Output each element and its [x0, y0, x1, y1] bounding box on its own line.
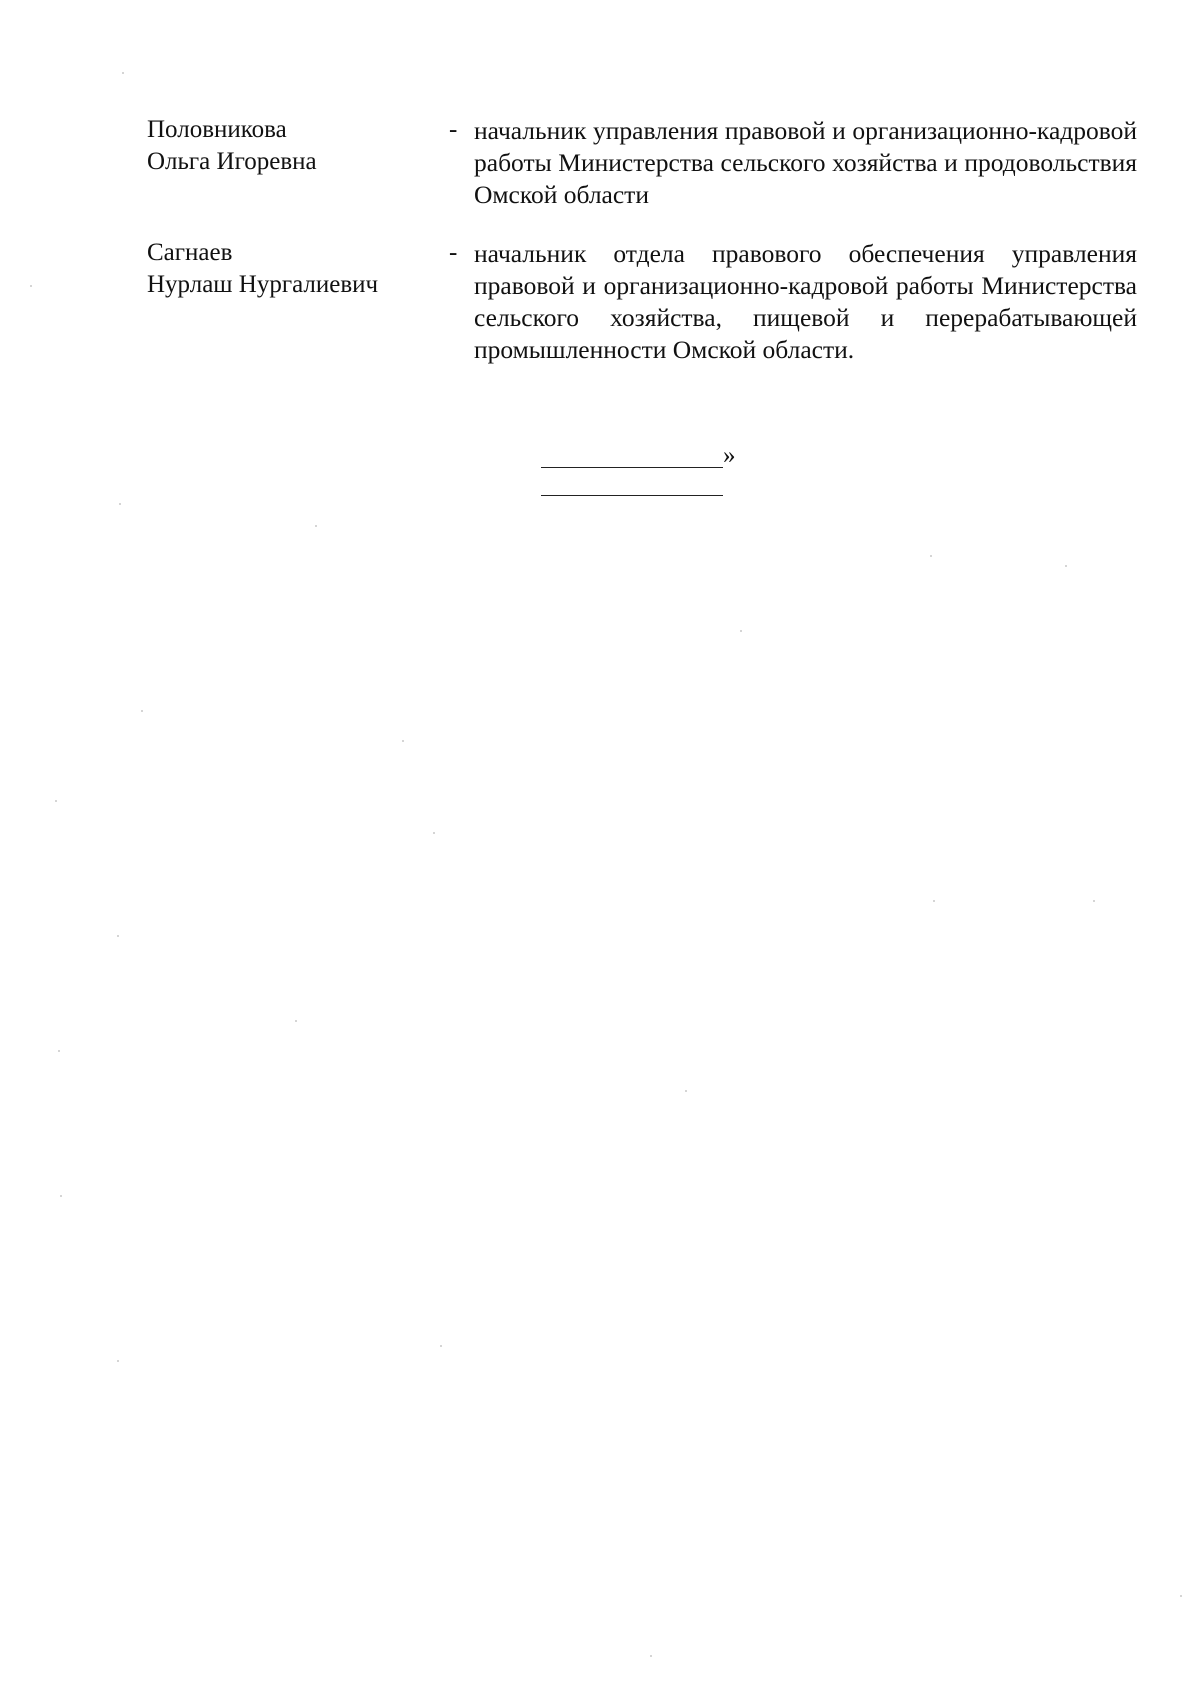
scan-speck	[1065, 565, 1067, 567]
scan-speck	[930, 555, 932, 557]
scan-speck	[60, 1195, 62, 1197]
scan-speck	[122, 72, 124, 74]
member-name	[147, 114, 437, 178]
scan-speck	[58, 1050, 60, 1052]
scan-speck	[117, 1360, 119, 1362]
member-position: начальник управления правовой и организационно-кадровой работы Министерства сельского хозяйства и продовольствия Омской области	[474, 116, 1137, 209]
scan-speck	[119, 503, 121, 505]
member-position: начальник отдела правового обеспечения управления правовой и организационно-кадровой работы Министерства сельского хозяйства, пищевой и перерабатывающей промышленности Омской области.	[474, 239, 1137, 364]
scan-speck	[117, 935, 119, 937]
scan-speck	[650, 1655, 652, 1657]
scan-speck	[55, 800, 57, 802]
dash-separator: -	[449, 116, 458, 143]
closing-marks	[541, 440, 741, 510]
member-name	[147, 237, 437, 301]
member-given-names: Ольга Игоревна	[147, 148, 317, 175]
scan-speck	[402, 740, 404, 742]
closing-rule	[541, 467, 723, 468]
dash-separator: -	[449, 239, 458, 266]
scan-speck	[685, 1090, 687, 1092]
scan-speck	[433, 832, 435, 834]
scan-speck	[315, 525, 317, 527]
scan-speck	[295, 1020, 297, 1022]
member-surname: Половникова	[147, 116, 287, 143]
scan-speck	[141, 710, 143, 712]
scan-speck	[933, 900, 935, 902]
scan-speck	[1180, 1595, 1182, 1597]
closing-quote: »	[723, 442, 736, 469]
scan-speck	[30, 285, 32, 287]
scan-speck	[440, 1345, 442, 1347]
member-given-names: Нурлаш Нургалиевич	[147, 271, 379, 298]
scan-speck	[1093, 900, 1095, 902]
closing-rule	[541, 495, 723, 496]
member-surname: Сагнаев	[147, 239, 233, 266]
scan-speck	[740, 630, 742, 632]
